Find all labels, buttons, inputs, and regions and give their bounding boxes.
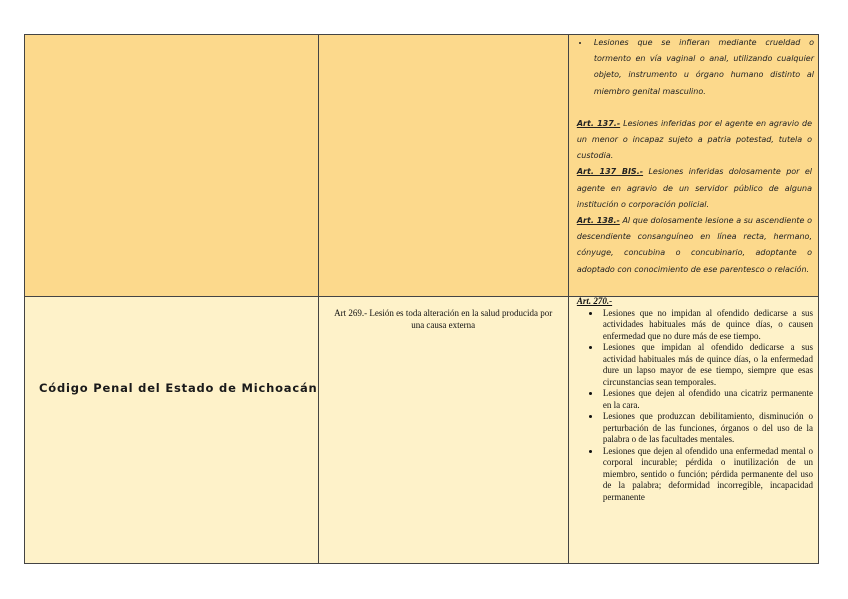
list-item: • Lesiones que impidan al ofendido dedicarse a sus actividad habituales más de quince días, o la enfermedad dure un lapso mayor de ese tiempo, siempre que esas circunstancias sean temporales. [601,342,813,388]
article-paragraph [577,116,812,165]
article-text: Lesiones inferidas dolosamente por el agente en agravio de un servidor público de alguna institución o corporación policial. [576,167,813,209]
definition-cell [318,297,568,564]
article-paragraph [577,213,812,278]
article-paragraph [577,164,812,213]
article-label: Art. 137.- [576,118,621,128]
article-label: Art. 137 BIS.- [576,167,644,177]
table-row [25,297,819,564]
article-text: Al que dolosamente lesione a su ascendiente o descendiente consanguíneo en línea recta, hermano, cónyuge, concubina o concubinario, adoptante o adoptado con conocimiento de ese parentesco o relación. [576,216,813,274]
list-item: • Lesiones que dejen al ofendido una enfermedad mental o corporal incurable; pérdida o inutilización de un miembro, sentido o función; pérdida permanente del uso de la palabra; deformidad incorregible, incapacidad permanente [601,446,813,504]
code-title: Código Penal del Estado de Michoacán [39,381,318,395]
list-item: • Lesiones que dejen al ofendido una cicatriz permanente en la cara. [601,388,813,411]
code-cell [25,297,319,564]
definition-text: Art 269.- Lesión es toda alteración en la salud producida por una causa externa [334,308,553,330]
article-text: Lesiones inferidas por el agente en agravio de un menor o incapaz sujeto a patria potestad, tutela o custodia. [576,118,813,161]
articles-cell [568,35,818,297]
empty-cell [318,35,568,297]
law-comparison-table [24,34,819,564]
article-label: Art. 138.- [576,216,620,226]
classification-cell [568,297,818,564]
list-item: • Lesiones que produzcan debilitamiento, disminución o perturbación de las funciones, órganos o del uso de la palabra o de las facultades mentales. [601,411,813,446]
article-heading: Art. 270.- [576,296,613,306]
injury-list [569,308,818,504]
bullet-list [569,35,818,100]
empty-cell [25,35,319,297]
table-row [25,35,819,297]
list-item: • Lesiones que se infieran mediante crueldad o tormento en vía vaginal o anal, utilizando cualquier objeto, instrumento u órgano humano distinto al miembro genital masculino. [590,35,814,100]
article-block [569,116,818,278]
list-item: • Lesiones que no impidan al ofendido dedicarse a sus actividades habituales más de quince días, o causen enfermedad que no dure más de ese tiempo. [601,308,813,343]
